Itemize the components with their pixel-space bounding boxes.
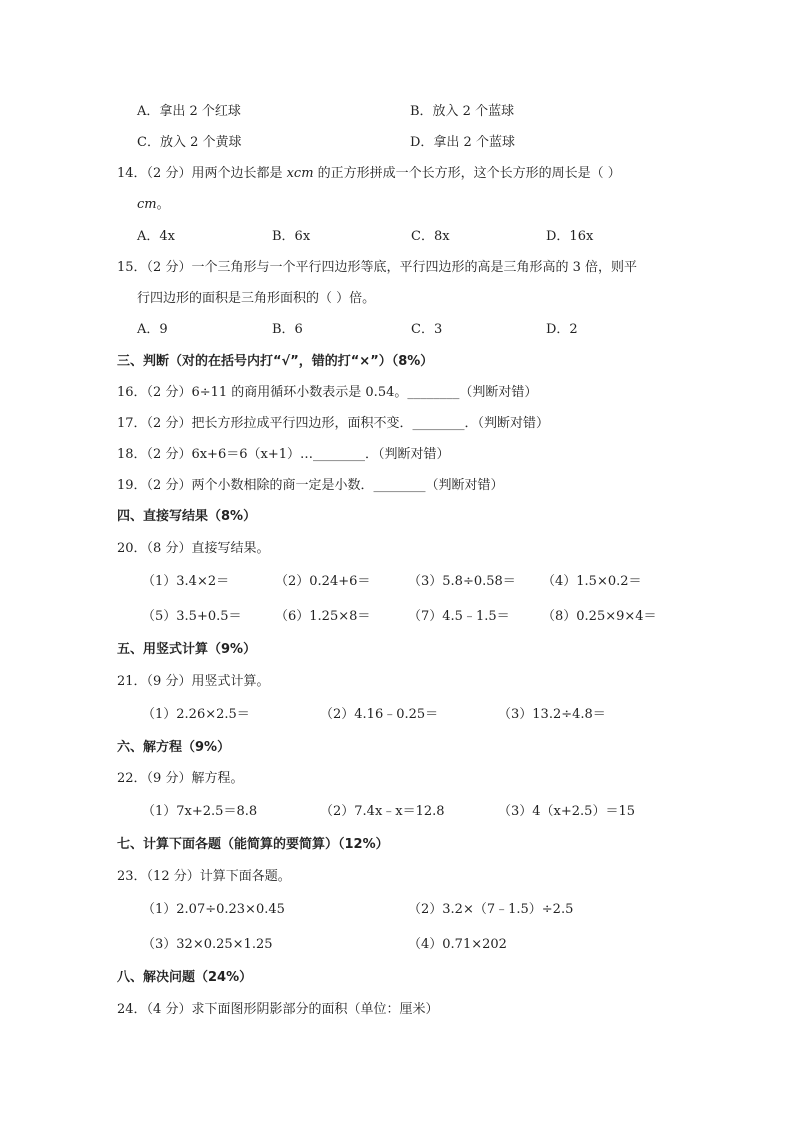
- q15-question-line2: 行四边形的面积是三角形面积的（ ）倍。: [137, 291, 376, 306]
- q20-item-6: （6）1.25×8＝: [275, 609, 371, 624]
- q24-question: 24．（4 分）求下面图形阴影部分的面积（单位：厘米）: [117, 1002, 439, 1017]
- q20-item-2: （2）0.24+6＝: [275, 574, 371, 589]
- q20-item-8: （8）0.25×9×4＝: [542, 609, 657, 624]
- q13-option-b: B．放入 2 个蓝球: [410, 104, 515, 119]
- q14-var-cm: cm: [137, 197, 157, 212]
- q14-option-c: C．8x: [411, 229, 450, 244]
- q20-item-5: （5）3.5+0.5＝: [142, 609, 242, 624]
- q15-option-c: C．3: [411, 322, 443, 337]
- q14-question-line1: [117, 165, 621, 183]
- q17-question: 17．（2 分）把长方形拉成平行四边形，面积不变．________．（判断对错）: [117, 416, 549, 431]
- q20-item-3: （3）5.8÷0.58＝: [408, 574, 516, 589]
- q13-option-c: C．放入 2 个黄球: [137, 135, 242, 150]
- q15-option-b: B．6: [272, 322, 303, 337]
- q23-item-1: （1）2.07÷0.23×0.45: [142, 902, 285, 917]
- q21-item-3: （3）13.2÷4.8＝: [498, 707, 606, 722]
- section-5-heading: 五、用竖式计算（9%）: [117, 642, 257, 657]
- q16-question: 16．（2 分）6÷11 的商用循环小数表示是 0.54。________（判断对错）: [117, 385, 538, 400]
- q22-item-1: （1）7x+2.5＝8.8: [142, 804, 258, 819]
- q23-item-4: （4）0.71×202: [408, 937, 507, 952]
- q14-var-xcm: xcm: [286, 166, 314, 181]
- q15-option-a: A．9: [137, 322, 168, 337]
- q13-option-d: D．拿出 2 个蓝球: [410, 135, 515, 150]
- section-3-heading: 三、判断（对的在括号内打“√”，错的打“×”）（8%）: [117, 354, 434, 369]
- q14-text-a: 14．（2 分）用两个边长都是: [117, 166, 287, 181]
- q14-option-a: A．4x: [137, 229, 175, 244]
- q20-item-7: （7）4.5﹣1.5＝: [408, 609, 510, 624]
- q15-option-d: D．2: [546, 322, 578, 337]
- q20-item-1: （1）3.4×2＝: [142, 574, 230, 589]
- q15-question-line1: 15．（2 分）一个三角形与一个平行四边形等底，平行四边形的高是三角形高的 3 倍，则平: [117, 260, 637, 275]
- q22-item-2: （2）7.4x﹣x＝12.8: [320, 804, 445, 819]
- q23-item-3: （3）32×0.25×1.25: [142, 937, 273, 952]
- q22-item-3: （3）4（x+2.5）＝15: [498, 804, 635, 819]
- section-6-heading: 六、解方程（9%）: [117, 740, 231, 755]
- q19-question: 19．（2 分）两个小数相除的商一定是小数．________（判断对错）: [117, 478, 504, 493]
- q14-option-b: B．6x: [272, 229, 311, 244]
- q23-item-2: （2）3.2×（7﹣1.5）÷2.5: [408, 902, 574, 917]
- q20-title: 20．（8 分）直接写结果。: [117, 541, 270, 556]
- q22-title: 22．（9 分）解方程。: [117, 771, 244, 786]
- q13-option-a: A．拿出 2 个红球: [137, 104, 241, 119]
- q14-text-b: 的正方形拼成一个长方形，这个长方形的周长是（ ）: [313, 166, 621, 181]
- q18-question: 18．（2 分）6x+6＝6（x+1）…________．（判断对错）: [117, 447, 450, 462]
- section-4-heading: 四、直接写结果（8%）: [117, 509, 257, 524]
- q21-item-2: （2）4.16﹣0.25＝: [320, 707, 439, 722]
- section-8-heading: 八、解决问题（24%）: [117, 970, 253, 985]
- q14-question-line2: [137, 196, 170, 214]
- section-7-heading: 七、计算下面各题（能简算的要简算）（12%）: [117, 837, 389, 852]
- q14-option-d: D．16x: [546, 229, 594, 244]
- q21-item-1: （1）2.26×2.5＝: [142, 707, 250, 722]
- q21-title: 21．（9 分）用竖式计算。: [117, 674, 270, 689]
- q20-item-4: （4）1.5×0.2＝: [542, 574, 642, 589]
- q23-title: 23．（12 分）计算下面各题。: [117, 869, 291, 884]
- q14-text-c: 。: [156, 197, 170, 212]
